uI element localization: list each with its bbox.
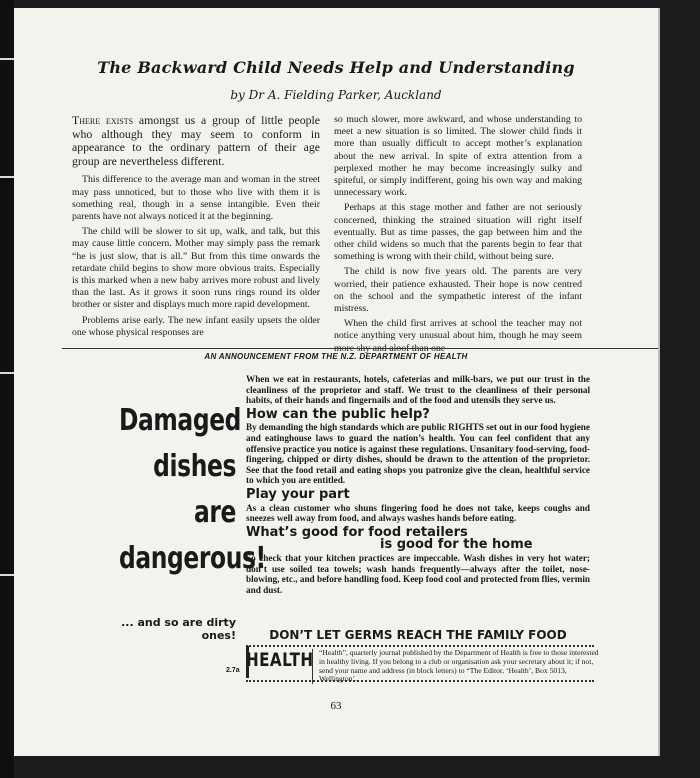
announcement-heading: AN ANNOUNCEMENT FROM THE N.Z. DEPARTMENT OF HEALTH <box>204 352 468 361</box>
ad-heading: What’s good for food retailers <box>246 524 468 540</box>
lead-paragraph <box>72 114 320 168</box>
ad-heading: is good for the home <box>380 537 533 553</box>
ad-slogan: DON’T LET GERMS REACH THE FAMILY FOOD <box>269 628 567 642</box>
binding-edge <box>0 0 14 778</box>
headline-line: dangerous! <box>119 541 266 576</box>
dotted-divider <box>246 645 594 647</box>
ad-body <box>246 374 590 599</box>
headline-line: Damaged <box>119 403 242 438</box>
health-logo: HEALTH <box>246 649 314 671</box>
magazine-page <box>14 8 660 756</box>
ad-heading: How can the public help? <box>246 406 430 422</box>
lead-caps: There exists <box>72 113 134 127</box>
paragraph: Perhaps at this stage mother and father are not seriously concerned, thinking the strained situation will right itself eventually. But as time passes, the gap between him and the other child widens so much that the parents begin to fear that something is wrong with their child, without being sure. <box>334 202 582 263</box>
ad-code: 2.7a <box>226 667 240 674</box>
paragraph: When the child first arrives at school the teacher may not notice anything very unusual about him, though he may seem more shy and aloof than one <box>334 318 582 354</box>
dotted-divider <box>246 680 594 682</box>
health-journal-note: “Health”, quarterly journal published by the Department of Health is free to those interested in healthy living. If you belong to a club or organisation ask your secretary about it; if not, send your name and address (in block letters) to “The Editor, ‘Health’, Box 5013, Wellington’. <box>312 649 601 684</box>
paragraph: The child is now five years old. The parents are very worried, their patience exhausted. Their hope is now centred on the school and the sympathetic interest of the infant mistress. <box>334 266 582 315</box>
headline-line: dishes <box>153 449 236 484</box>
ad-intro: When we eat in restaurants, hotels, cafeterias and milk-bars, we put our trust in the cleanliness of the proprietor and staff. We trust to the cleanliness of their personal habits, of their hands and fingernails and of the food and utensils they serve us. <box>246 374 590 406</box>
ad-paragraph: By demanding the high standards which are public RIGHTS set out in our food hygiene and eatinghouse laws to guard the nation’s health. You can feel confident that any offensive practice you notice is against these regulations. Unsanitary food-serving, food-fingering, chipped or dirty dishes, should be drawn to the attention of the proprietor. See that the food retail and eating shops you patronize give the clean, healthful service to which you are entitled. <box>246 422 590 486</box>
article-column-left <box>72 114 320 342</box>
ad-tagline: ... and so are dirty ones! <box>121 616 236 642</box>
ad-paragraph: As a clean customer who shuns fingering food he does not take, keeps coughs and sneezes well away from food, and always washes hands before eating. <box>246 502 590 524</box>
article-byline: by Dr A. Fielding Parker, Auckland <box>230 88 442 102</box>
paragraph: Problems arise early. The new infant easily upsets the older one whose physical responses are <box>72 314 320 338</box>
ad-heading: Play your part <box>246 486 350 502</box>
lead-rest: amongst us a group of little people who although they may seem to conform in appearance to the ordinary pattern of their age group are nevertheless different. <box>72 113 321 168</box>
article-title: The Backward Child Needs Help and Understanding <box>97 58 575 77</box>
page-number: 63 <box>330 700 342 712</box>
paragraph: This difference to the average man and woman in the street may pass unnoticed, but to those who live with them it is something real, though in a sense intangible. Even their parents have not always noticed it at the beginning. <box>72 174 320 222</box>
paragraph: The child will be slower to sit up, walk, and talk, but this may cause little concern. Mother may simply pass the remark “he is just slow, that is all.” But from this time onwards the retardate child begins to show more obvious traits. Especially is this marked when a new baby arrives more robust and lively than the last. As it grows it soon runs rings round its older brother or sister and displays much more rapid development. <box>72 226 320 311</box>
ad-paragraph: So check that your kitchen practices are impeccable. Wash dishes in very hot water; don’t use soiled tea towels; wash hands frequently—always after the toilet, nose-blowing, etc., and before handling food. Keep food cool and protected from flies, vermin and dust. <box>246 552 591 595</box>
section-divider <box>62 348 658 349</box>
ad-headline <box>86 398 266 582</box>
article-column-right <box>334 114 582 358</box>
paragraph: so much slower, more awkward, and whose understanding to meet a new situation is so limited. The slower child finds it more than usually difficult to accept mother’s explanation about the new arrival. In spite of extra attention from a perplexed mother he may become increasingly sulky and spiteful, or simply indifferent, going his own way and making unnecessary work. <box>334 114 582 199</box>
headline-line: are <box>193 495 236 530</box>
